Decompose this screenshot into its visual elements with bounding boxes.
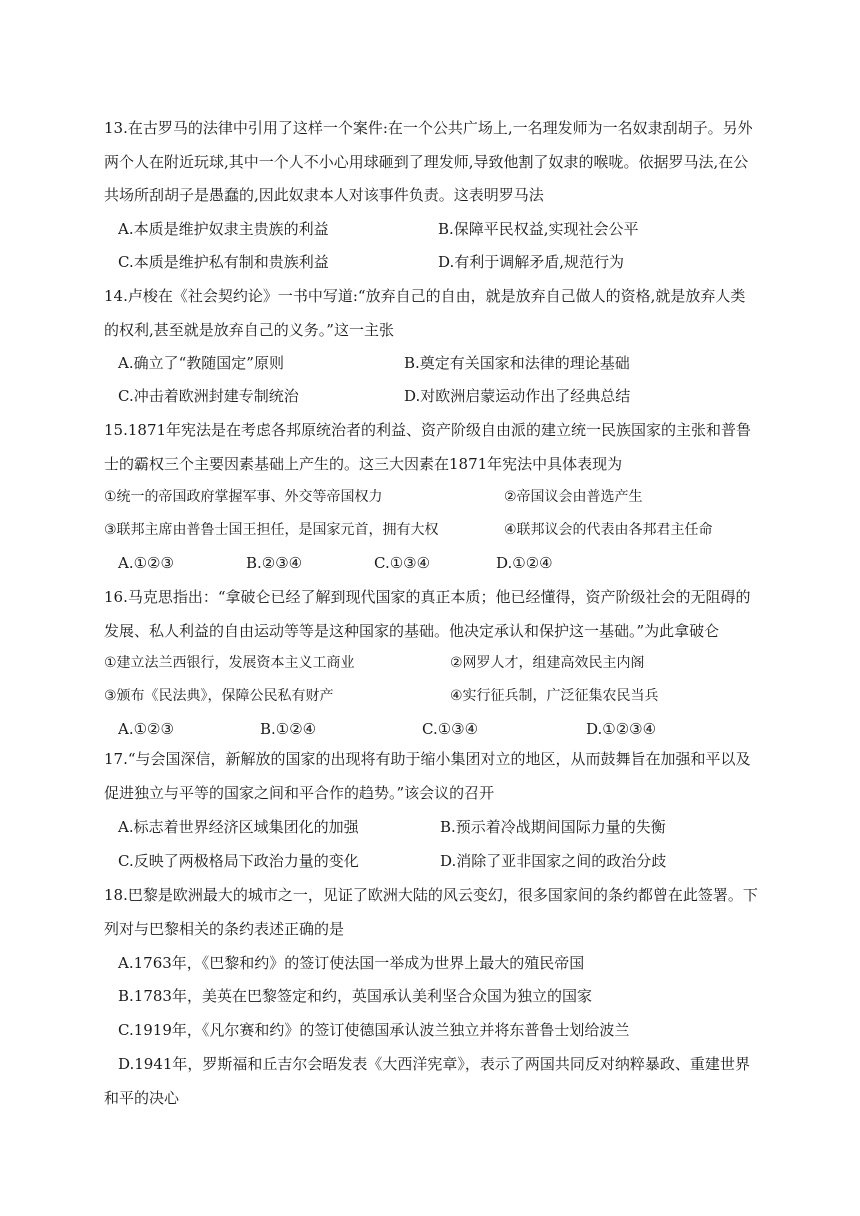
q16-statement-4: ④实行征兵制，广泛征集农民当兵 bbox=[450, 688, 659, 704]
q17-option-c: C.反映了两极格局下政治力量的变化 bbox=[118, 852, 359, 870]
question-15-statements-row-1 bbox=[104, 481, 760, 514]
q15-option-c: C.①③④ bbox=[374, 554, 431, 572]
q18-option-d: D.1941年，罗斯福和丘吉尔会晤发表《大西洋宪章》，表示了两国共同反对纳粹暴政、重建世界和平的决心 bbox=[104, 1055, 750, 1107]
q17-option-a: A.标志着世界经济区域集团化的加强 bbox=[118, 818, 359, 836]
q16-option-a: A.①②③ bbox=[118, 720, 174, 738]
q14-option-c: C.冲击着欧洲封建专制统治 bbox=[118, 387, 299, 405]
question-16-options-row bbox=[104, 713, 760, 746]
q17-option-d: D.消除了亚非国家之间的政治分歧 bbox=[440, 852, 667, 870]
q14-option-b: B.奠定有关国家和法律的理论基础 bbox=[404, 354, 630, 372]
q13-option-b: B.保障平民权益,实现社会公平 bbox=[438, 220, 639, 238]
question-14-options-row-2 bbox=[104, 380, 760, 413]
q18-option-b: B.1783年，美英在巴黎签定和约，英国承认美利坚合众国为独立的国家 bbox=[118, 987, 592, 1005]
question-16-stem: 16.马克思指出：“拿破仑已经了解到现代国家的真正本质；他已经懂得，资产阶级社会的无阻碍的发展、私人利益的自由运动等等是这种国家的基础。他决定承认和保护这一基础。”为此拿破仑 bbox=[104, 588, 751, 640]
q16-option-c: C.①③④ bbox=[422, 720, 479, 738]
question-13-stem: 13.在古罗马的法律中引用了这样一个案件:在一个公共广场上,一名理发师为一名奴隶刮胡子。另外两个人在附近玩球,其中一个人不小心用球砸到了理发师,导致他割了奴隶的喉咙。依据罗马法,在公共场所刮胡子是愚蠢的,因此奴隶本人对该事件负责。这表明罗马法 bbox=[104, 119, 753, 204]
question-13-options-row-2 bbox=[104, 246, 760, 279]
q16-statement-2: ②网罗人才，组建高效民主内阁 bbox=[450, 655, 645, 671]
question-15-options-row bbox=[104, 547, 760, 580]
q15-option-b: B.②③④ bbox=[246, 554, 303, 572]
q15-statement-3: ③联邦主席由普鲁士国王担任，是国家元首，拥有大权 bbox=[104, 522, 439, 538]
q18-option-a: A.1763年，《巴黎和约》的签订使法国一举成为世界上最大的殖民帝国 bbox=[118, 954, 585, 972]
question-16-statements-row-2 bbox=[104, 680, 760, 713]
q15-statement-1: ①统一的帝国政府掌握军事、外交等帝国权力 bbox=[104, 489, 383, 505]
q13-option-a: A.本质是维护奴隶主贵族的利益 bbox=[118, 220, 329, 238]
question-18-stem: 18.巴黎是欧洲最大的城市之一，见证了欧洲大陆的风云变幻，很多国家间的条约都曾在此签署。下列对与巴黎相关的条约表述正确的是 bbox=[104, 886, 758, 938]
question-13-options-row-1 bbox=[104, 213, 760, 246]
q14-option-a: A.确立了“教随国定”原则 bbox=[118, 354, 284, 372]
q16-statement-3: ③颁布《民法典》，保障公民私有财产 bbox=[104, 688, 334, 704]
question-17-stem: 17.“与会国深信，新解放的国家的出现将有助于缩小集团对立的地区，从而鼓舞旨在加强和平以及促进独立与平等的国家之间和平合作的趋势。”该会议的召开 bbox=[104, 750, 751, 802]
q15-option-d: D.①②④ bbox=[496, 554, 553, 572]
question-14-stem: 14.卢梭在《社会契约论》一书中写道:“放弃自己的自由，就是放弃自己做人的资格,就是放弃人类的权利,甚至就是放弃自己的义务。”这一主张 bbox=[104, 287, 746, 339]
q17-option-b: B.预示着冷战期间国际力量的失衡 bbox=[440, 818, 666, 836]
q15-statement-2: ②帝国议会由普选产生 bbox=[504, 489, 643, 505]
question-17-options-row-1 bbox=[104, 811, 760, 844]
question-14-options-row-1 bbox=[104, 347, 760, 380]
q13-option-c: C.本质是维护私有制和贵族利益 bbox=[118, 253, 329, 271]
q14-option-d: D.对欧洲启蒙运动作出了经典总结 bbox=[404, 387, 631, 405]
q16-statement-1: ①建立法兰西银行，发展资本主义工商业 bbox=[104, 655, 355, 671]
question-15-stem: 15.1871年宪法是在考虑各邦原统治者的利益、资产阶级自由派的建立统一民族国家的主张和普鲁士的霸权三个主要因素基础上产生的。这三大因素在1871年宪法中具体表现为 bbox=[104, 421, 752, 473]
q18-option-c: C.1919年，《凡尔赛和约》的签订使德国承认波兰独立并将东普鲁士划给波兰 bbox=[118, 1021, 630, 1039]
question-15-statements-row-2 bbox=[104, 514, 760, 547]
q13-option-d: D.有利于调解矛盾,规范行为 bbox=[438, 253, 625, 271]
q16-option-d: D.①②③④ bbox=[586, 720, 657, 738]
q15-statement-4: ④联邦议会的代表由各邦君主任命 bbox=[504, 522, 713, 538]
q16-option-b: B.①②④ bbox=[260, 720, 317, 738]
q15-option-a: A.①②③ bbox=[118, 554, 174, 572]
question-17-options-row-2 bbox=[104, 845, 760, 878]
question-16-statements-row-1 bbox=[104, 647, 760, 680]
